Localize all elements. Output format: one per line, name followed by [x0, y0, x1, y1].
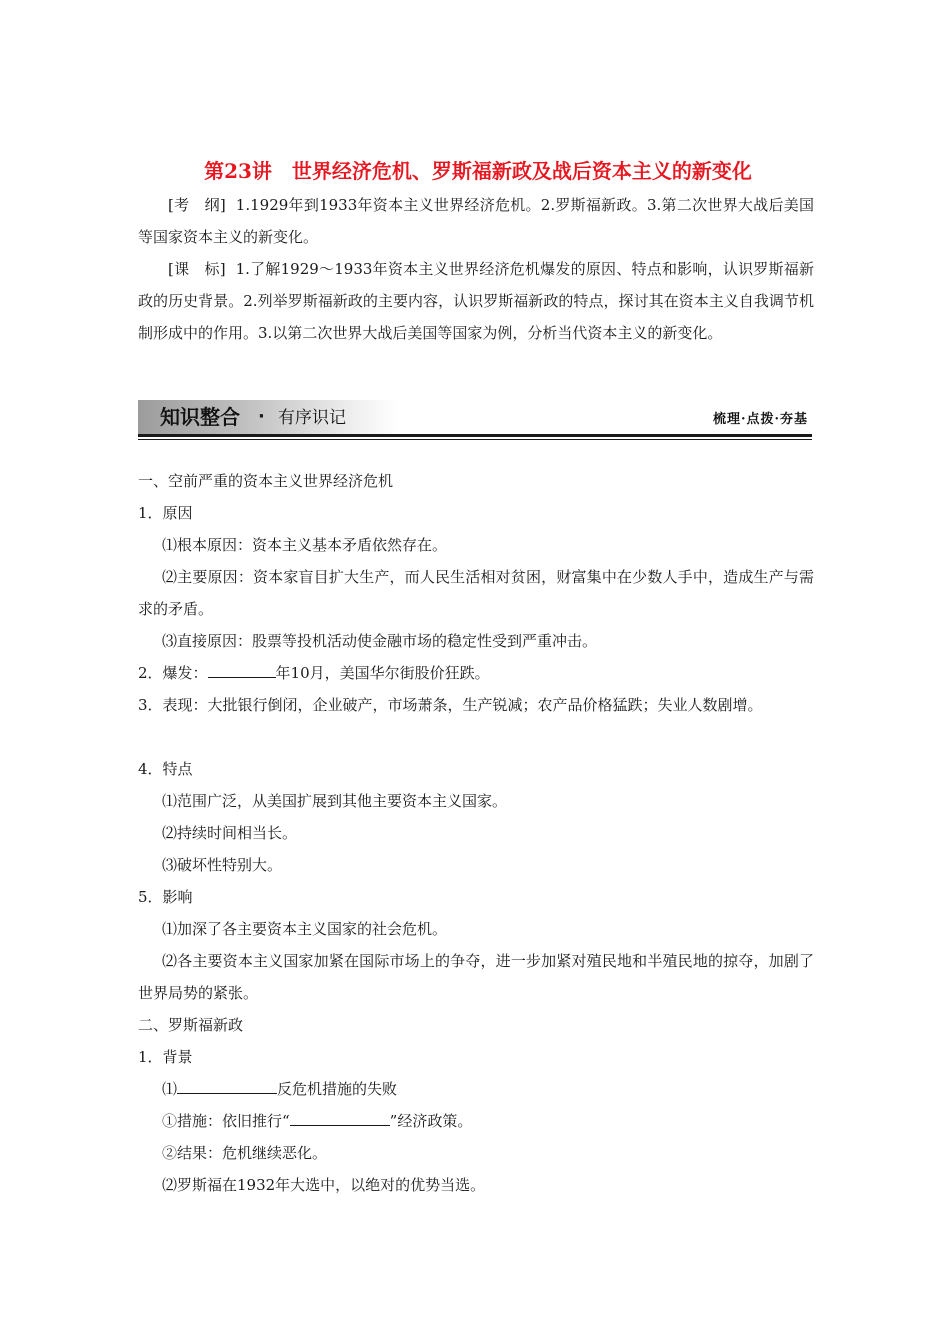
page-title: 第23讲 世界经济危机、罗斯福新政及战后资本主义的新变化 — [204, 159, 752, 183]
exam-outline-tag: [考 纲] — [168, 196, 226, 214]
item-result: ②结果：危机继续恶化。 — [162, 1144, 328, 1162]
banner-title: 知识整合 — [160, 405, 240, 429]
outbreak-year-blank[interactable] — [208, 659, 276, 678]
background-1-text: 反危机措施的失败 — [277, 1080, 398, 1098]
curriculum-standard-text: 1.了解1929～1933年资本主义世界经济危机爆发的原因、特点和影响，认识罗斯福新政的历史背景。2.列举罗斯福新政的主要内容，认识罗斯福新政的特点，探讨其在资本主义自我调节机制形成中的作用。3.以第二次世界大战后美国等国家为例，分析当代资本主义的新变化。 — [138, 260, 814, 342]
background-1-number: ⑴ — [162, 1080, 178, 1098]
measure-label: ①措施：依旧推行“ — [162, 1112, 290, 1130]
banner-right-label: 梳理·点拨·夯基 — [712, 412, 808, 427]
subheading-manifestation: 3．表现：大批银行倒闭，企业破产，市场萧条，生产锐减；农产品价格猛跌；失业人数剧增。 — [138, 696, 763, 714]
item-feature-3: ⑶破坏性特别大。 — [162, 856, 283, 874]
exam-outline-text: 1.1929年到1933年资本主义世界经济危机。2.罗斯福新政。3.第二次世界大战后美国等国家资本主义的新变化。 — [138, 196, 814, 246]
banner-subtitle: 有序识记 — [278, 408, 346, 428]
item-feature-2: ⑵持续时间相当长。 — [162, 824, 298, 842]
item-main-cause: ⑵主要原因：资本家盲目扩大生产，而人民生活相对贫困，财富集中在少数人手中，造成生产与需求的矛盾。 — [138, 568, 814, 618]
item-measure — [162, 1105, 472, 1137]
subheading-causes: 1．原因 — [138, 504, 193, 522]
item-feature-1: ⑴范围广泛，从美国扩展到其他主要资本主义国家。 — [162, 792, 508, 810]
subheading-impact: 5．影响 — [138, 888, 193, 906]
outbreak-text: 年10月，美国华尔街股价狂跌。 — [275, 664, 490, 682]
curriculum-standard-tag: [课 标] — [168, 260, 226, 278]
item-background-1 — [162, 1073, 397, 1105]
background-1-blank[interactable] — [177, 1075, 277, 1094]
subheading-features: 4．特点 — [138, 760, 193, 778]
section-heading-2: 二、罗斯福新政 — [138, 1016, 244, 1034]
exam-outline — [138, 189, 814, 253]
measure-policy-blank[interactable] — [290, 1107, 390, 1126]
item-impact-2: ⑵各主要资本主义国家加紧在国际市场上的争夺，进一步加紧对殖民地和半殖民地的掠夺，加剧了世界局势的紧张。 — [138, 952, 814, 1002]
measure-text: ”经济政策。 — [389, 1112, 473, 1130]
subheading-background: 1．背景 — [138, 1048, 193, 1066]
item-impact-1: ⑴加深了各主要资本主义国家的社会危机。 — [162, 920, 448, 938]
subheading-outbreak — [138, 657, 490, 689]
outbreak-label: 2．爆发： — [138, 664, 208, 682]
item-root-cause: ⑴根本原因：资本主义基本矛盾依然存在。 — [162, 536, 448, 554]
banner-rule-thick — [138, 434, 812, 437]
item-background-2: ⑵罗斯福在1932年大选中，以绝对的优势当选。 — [162, 1176, 486, 1194]
section-heading-1: 一、空前严重的资本主义世界经济危机 — [138, 472, 394, 490]
banner-separator: · — [258, 406, 265, 427]
curriculum-standard — [138, 253, 814, 349]
banner-rule-thin — [138, 439, 812, 440]
item-direct-cause: ⑶直接原因：股票等投机活动使金融市场的稳定性受到严重冲击。 — [162, 632, 598, 650]
section-banner — [138, 400, 812, 438]
